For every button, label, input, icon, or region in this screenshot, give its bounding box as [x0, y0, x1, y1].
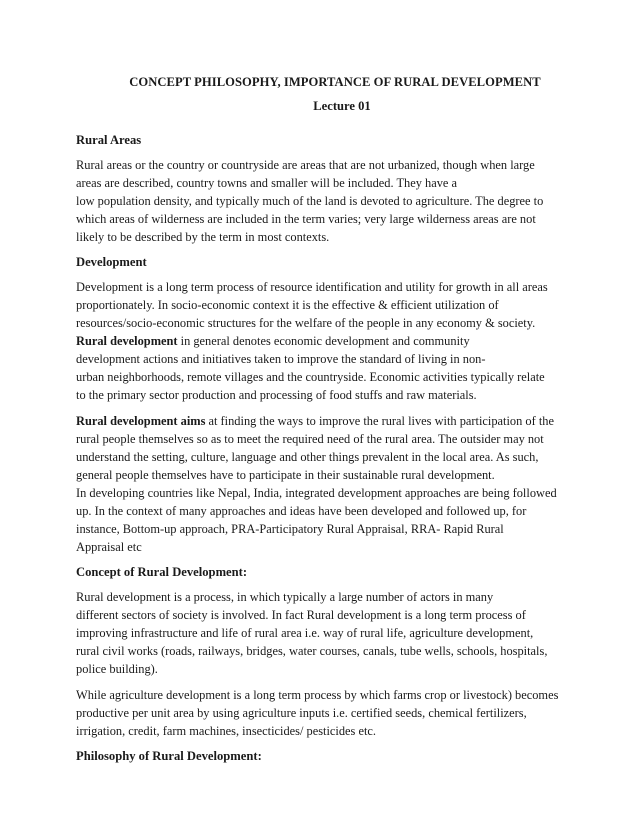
text-line: development actions and initiatives taken to improve the standard of living in non- — [76, 352, 486, 366]
text-line: rural civil works (roads, railways, bridges, water courses, canals, tube wells, schools, hospitals, — [76, 644, 548, 658]
text-line: Rural areas or the country or countryside are areas that are not urbanized, though when large — [76, 158, 535, 172]
term-rural-development-aims: Rural development aims — [76, 414, 206, 428]
text-line: irrigation, credit, farm machines, insecticides/ pesticides etc. — [76, 724, 377, 738]
text-line: understand the setting, culture, language and other things prevalent in the local area. As such, — [76, 450, 539, 464]
lecture-number: Lecture 01 — [313, 99, 371, 113]
text-line: instance, Bottom-up approach, PRA-Participatory Rural Appraisal, RRA- Rapid Rural — [76, 522, 504, 536]
text-run: in general denotes economic development and community — [177, 334, 470, 348]
text-line: different sectors of society is involved. In fact Rural development is a long term process of — [76, 608, 526, 622]
text-line: Development is a long term process of resource identification and utility for growth in all areas — [76, 280, 548, 294]
heading-rural-areas: Rural Areas — [76, 133, 142, 147]
text-line: likely to be described by the term in most contexts. — [76, 230, 330, 244]
term-rural-development: Rural development — [76, 334, 178, 348]
text-run: at finding the ways to improve the rural lives with participation of the — [205, 414, 554, 428]
document-title: CONCEPT PHILOSOPHY, IMPORTANCE OF RURAL DEVELOPMENT — [129, 75, 541, 89]
text-line: In developing countries like Nepal, India, integrated development approaches are being followed — [76, 486, 557, 500]
text-line: Appraisal etc — [76, 540, 142, 554]
text-line: improving infrastructure and life of rural area i.e. way of rural life, agriculture development, — [76, 626, 534, 640]
text-line: resources/socio-economic structures for the welfare of the people in any economy & society. — [76, 316, 536, 330]
paragraph-development — [76, 278, 574, 404]
text-line: police building). — [76, 662, 158, 676]
text-line: Rural development is a process, in which typically a large number of actors in many — [76, 590, 494, 604]
text-line: which areas of wilderness are included in the term varies; very large wilderness areas are not — [76, 212, 536, 226]
paragraph-rural-development-aims — [76, 412, 574, 556]
text-line — [76, 412, 574, 430]
text-line: rural people themselves so as to meet the required need of the rural area. The outsider may not — [76, 432, 544, 446]
heading-concept: Concept of Rural Development: — [76, 565, 248, 579]
text-line: to the primary sector production and processing of food stuffs and raw materials. — [76, 388, 477, 402]
text-line: general people themselves have to participate in their sustainable rural development. — [76, 468, 495, 482]
heading-development: Development — [76, 255, 147, 269]
paragraph-concept — [76, 588, 574, 678]
text-line: While agriculture development is a long term process by which farms crop or livestock) becomes — [76, 688, 559, 702]
text-line: proportionately. In socio-economic context it is the effective & efficient utilization of — [76, 298, 499, 312]
text-line: urban neighborhoods, remote villages and the countryside. Economic activities typically relate — [76, 370, 545, 384]
text-line: productive per unit area by using agriculture inputs i.e. certified seeds, chemical fertilizers, — [76, 706, 527, 720]
text-line: areas are described, country towns and smaller will be included. They have a — [76, 176, 457, 190]
text-line — [76, 332, 574, 350]
paragraph-rural-areas — [76, 156, 574, 246]
heading-philosophy: Philosophy of Rural Development: — [76, 749, 262, 763]
text-line: low population density, and typically much of the land is devoted to agriculture. The degree to — [76, 194, 544, 208]
paragraph-agriculture-development — [76, 686, 574, 740]
text-line: up. In the context of many approaches and ideas have been developed and followed up, for — [76, 504, 527, 518]
